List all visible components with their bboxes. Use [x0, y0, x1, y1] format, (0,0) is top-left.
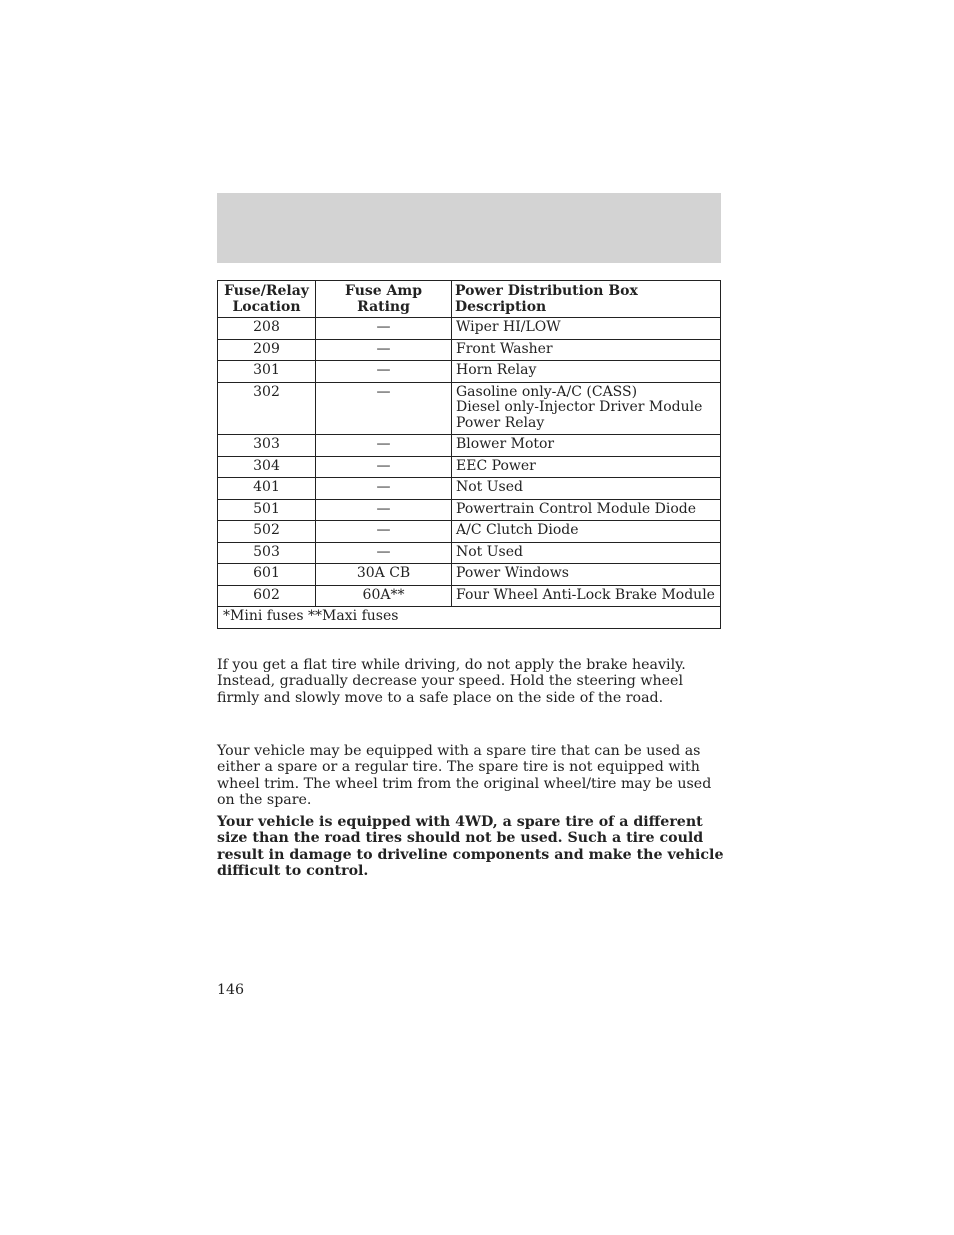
cell-location: 502: [218, 521, 316, 543]
cell-location: 602: [218, 585, 316, 607]
cell-location: 209: [218, 339, 316, 361]
header-description: Power Distribution Box Description: [452, 281, 721, 318]
cell-amp-rating: —: [316, 521, 452, 543]
table-row: [218, 435, 721, 457]
cell-amp-rating: 60A**: [316, 585, 452, 607]
description-line: Powertrain Control Module Diode: [456, 500, 697, 517]
cell-location: 503: [218, 542, 316, 564]
table-row: [218, 361, 721, 383]
cell-description: [452, 478, 721, 500]
description-line: Wiper HI/LOW: [456, 319, 561, 335]
cell-description: [452, 499, 721, 521]
description-line: Blower Motor: [456, 436, 555, 452]
cell-location: 304: [218, 456, 316, 478]
page-number: 146: [217, 982, 245, 998]
description-line: Not Used: [456, 479, 523, 495]
cell-amp-rating: —: [316, 361, 452, 383]
cell-location: 303: [218, 435, 316, 457]
cell-location: 501: [218, 499, 316, 521]
cell-amp-rating: —: [316, 435, 452, 457]
cell-amp-rating: —: [316, 478, 452, 500]
cell-description: [452, 564, 721, 586]
table-row: [218, 542, 721, 564]
table-row: [218, 585, 721, 607]
description-line: Gasoline only-A/C (CASS): [456, 383, 638, 400]
cell-location: 208: [218, 318, 316, 340]
cell-amp-rating: —: [316, 456, 452, 478]
cell-location: 302: [218, 382, 316, 435]
cell-description: [452, 382, 721, 435]
table-header-row: [218, 281, 721, 318]
spare-tire-paragraph: Your vehicle may be equipped with a spare tire that can be used as either a spare or a regular tire. The spare tire is not equipped with wheel trim. The wheel trim from the original wheel/tire may be used on the spare.: [217, 743, 712, 809]
cell-description: [452, 318, 721, 340]
description-line: EEC Power: [456, 457, 536, 474]
cell-location: 401: [218, 478, 316, 500]
header-location: Fuse/Relay Location: [218, 281, 316, 318]
table-row: [218, 339, 721, 361]
table-footnote-row: [218, 607, 721, 629]
description-line: Horn Relay: [456, 362, 537, 378]
description-line: Four Wheel Anti-Lock Brake Module: [456, 586, 715, 603]
cell-location: 301: [218, 361, 316, 383]
description-line: Diesel only-Injector Driver Module: [456, 399, 703, 415]
section-header-band: [217, 193, 721, 263]
cell-description: [452, 361, 721, 383]
table-row: [218, 499, 721, 521]
fuse-table: [217, 280, 721, 629]
table-row: [218, 564, 721, 586]
cell-description: [452, 585, 721, 607]
cell-amp-rating: 30A CB: [316, 564, 452, 586]
cell-amp-rating: —: [316, 318, 452, 340]
cell-description: [452, 542, 721, 564]
table-row: [218, 478, 721, 500]
cell-amp-rating: —: [316, 382, 452, 435]
cell-description: [452, 435, 721, 457]
cell-description: [452, 456, 721, 478]
description-line: Power Relay: [456, 414, 545, 431]
description-line: Power Windows: [456, 565, 569, 581]
cell-amp-rating: —: [316, 339, 452, 361]
cell-location: 601: [218, 564, 316, 586]
4wd-warning-paragraph: Your vehicle is equipped with 4WD, a spare tire of a different size than the road tires should not be used. Such a tire could result in damage to driveline components and make the vehicle difficult to control.: [217, 814, 724, 880]
table-footnote: *Mini fuses **Maxi fuses: [218, 607, 721, 629]
cell-amp-rating: —: [316, 499, 452, 521]
description-line: Front Washer: [456, 340, 553, 357]
table-row: [218, 521, 721, 543]
cell-description: [452, 521, 721, 543]
table-row: [218, 456, 721, 478]
table-row: [218, 382, 721, 435]
description-line: A/C Clutch Diode: [456, 522, 579, 538]
cell-description: [452, 339, 721, 361]
header-amp-rating: Fuse Amp Rating: [316, 281, 452, 318]
table-row: [218, 318, 721, 340]
cell-amp-rating: —: [316, 542, 452, 564]
description-line: Not Used: [456, 543, 523, 560]
flat-tire-paragraph: If you get a flat tire while driving, do not apply the brake heavily. Instead, gradually decrease your speed. Hold the steering wheel firmly and slowly move to a safe place on the side of the road.: [217, 657, 686, 706]
